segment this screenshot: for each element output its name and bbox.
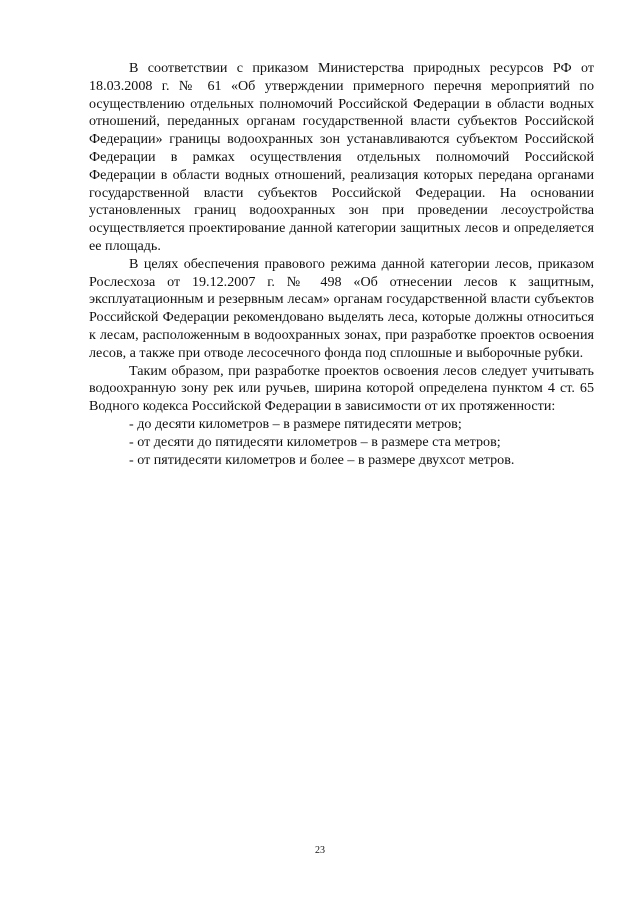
list-item: - от десяти до пятидесяти километров – в размере ста метров;	[129, 433, 501, 450]
document-body	[89, 60, 594, 469]
paragraph-rosleskhoz-order: В целях обеспечения правового режима данной категории лесов, приказом Рослесхоза от 19.12.2007 г. № 498 «Об отнесении лесов к защитным, эксплуатационным и резервным лесам» органам государственной власти субъектов Российской Федерации рекомендовано выделять леса, которые должны относиться к лесам, расположенным в водоохранных зонах, при разработке проектов освоения лесов, а также при отводе лесосечного фонда под сплошные и выборочные рубки.	[89, 255, 594, 361]
list-item: - от пятидесяти километров и более – в размере двухсот метров.	[129, 451, 515, 468]
list-item: - до десяти километров – в размере пятидесяти метров;	[129, 415, 462, 432]
page-number: 23	[315, 845, 325, 856]
paragraph-watershed-zones: В соответствии с приказом Министерства природных ресурсов РФ от 18.03.2008 г. № 61 «Об утверждении примерного перечня мероприятий по осуществлению отдельных полномочий Российской Федерации в области водных отношений, переданных органам государственной власти субъектов Российской Федерации» границы водоохранных зон устанавливаются субъектом Российской Федерации в рамках осуществления отдельных полномочий Российской Федерации в области водных отношений, реализация которых передана органами государственной власти субъектов Российской Федерации. На основании установленных границ водоохранных зон при проведении лесоустройства осуществляется проектирование данной категории защитных лесов и определяется ее площадь.	[89, 60, 594, 254]
paragraph-water-code: Таким образом, при разработке проектов освоения лесов следует учитывать водоохранную зону рек или ручьев, ширина которой определена пунктом 4 ст. 65 Водного кодекса Российской Федерации в зависимости от их протяженности:	[89, 362, 594, 415]
